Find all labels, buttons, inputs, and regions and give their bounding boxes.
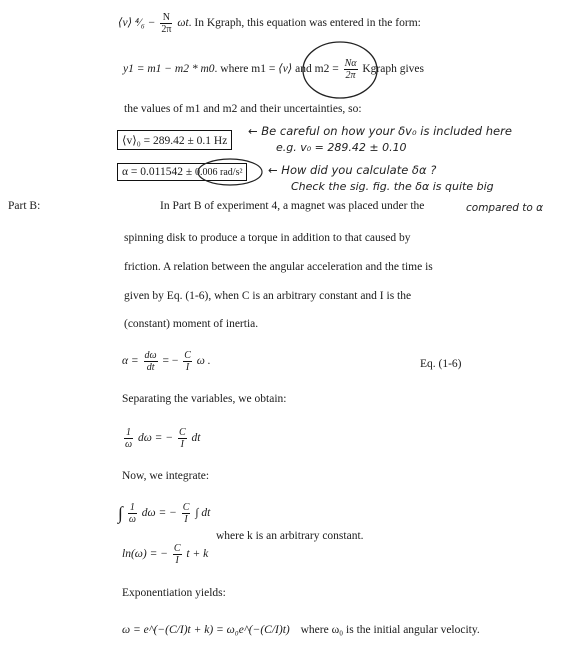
- final-equation-line: [122, 624, 480, 636]
- part-b-paragraph-line-1: In Part B of experiment 4, a magnet was placed under the: [160, 200, 425, 212]
- part-b-paragraph-line-2: spinning disk to produce a torque in addition to that caused by: [124, 232, 411, 244]
- part-b-paragraph-line-3: friction. A relation between the angular acceleration and the time is: [124, 261, 433, 273]
- part-b-label: Part B:: [8, 200, 41, 212]
- handwritten-note-frequency: ← Be careful on how your δv₀ is included here: [248, 124, 512, 138]
- part-b-paragraph-line-5: (constant) moment of inertia.: [124, 318, 259, 330]
- final-equation: ω = e^(−(C/I)t + k) = ω₀e^(−(C/I)t): [122, 624, 290, 636]
- integrate-text: Now, we integrate:: [122, 470, 210, 482]
- exponentiation-text: Exponentiation yields:: [122, 587, 226, 599]
- one-over-omega-fraction: $\frac{1}{\omega}$: [125, 427, 133, 450]
- circled-uncertainty: 0.006 rad/s²: [195, 167, 243, 178]
- domega-dt-fraction: $\frac{d\omega}{dt}$: [144, 350, 157, 373]
- handwritten-note-example: e.g. v₀ = 289.42 ± 0.10: [276, 141, 407, 154]
- result-box-frequency: ⟨v⟩₀ = 289.42 ± 0.1 Hz: [117, 130, 232, 150]
- log-equation: ln(ω) = − $\frac{C}{I}$ t + k: [122, 543, 209, 566]
- scribbled-symbol: ⟨v⟩ ⁴⁄₆ −: [118, 17, 156, 30]
- m2-fraction: $\frac{N\alpha}{2\pi}$: [344, 58, 357, 81]
- kgraph-intro-text: . In Kgraph, this equation was entered in the form:: [188, 17, 421, 30]
- initial-velocity-text: where ω₀ is the initial angular velocity.: [300, 624, 480, 636]
- one-over-omega-fraction-2: $\frac{1}{\omega}$: [128, 502, 136, 525]
- c-over-i-fraction-4: $\frac{C}{I}$: [173, 543, 181, 566]
- equation-1-6: α = $\frac{d\omega}{dt}$ = − $\frac{C}{I}$ ω .: [122, 350, 211, 373]
- handwritten-note-sigfig: Check the sig. fig. the δα is quite big: [291, 180, 494, 193]
- c-over-i-fraction-3: $\frac{C}{I}$: [182, 502, 190, 525]
- uncertainty-sentence: the values of m1 and m2 and their uncertainties, so:: [124, 103, 362, 115]
- part-b-paragraph-line-4: given by Eq. (1-6), when C is an arbitrary constant and I is the: [124, 290, 412, 302]
- handwritten-note-alpha: ← How did you calculate δα ?: [268, 163, 437, 177]
- integral-equation: ∫ $\frac{1}{\omega}$ dω = − $\frac{C}{I}$ ∫ dt: [118, 502, 211, 525]
- circle-annotation-alpha: [196, 156, 266, 188]
- m1-scribble: ⟨v⟩: [278, 63, 293, 76]
- kgraph-equation: y1 = m1 − m2 * m0: [123, 63, 215, 76]
- equation-label: Eq. (1-6): [420, 358, 462, 370]
- arbitrary-constant-text: where k is an arbitrary constant.: [216, 530, 364, 542]
- kgraph-equation-line: y1 = m1 − m2 * m0. where m1 = ⟨v⟩ and m2 = $\frac{N\alpha}{2\pi}$ Kgraph gives: [123, 58, 425, 81]
- c-over-i-fraction: $\frac{C}{I}$: [184, 350, 191, 373]
- kgraph-gives-text: Kgraph gives: [362, 63, 425, 76]
- n-over-2pi-fraction: $\frac{N}{2\pi}$: [161, 12, 172, 35]
- result-box-alpha: α = 0.011542 ± 0.006 rad/s²: [117, 163, 247, 181]
- circle-annotation: [300, 38, 382, 102]
- intro-equation-line: ⟨v⟩ ⁴⁄₆ − $\frac{N}{2\pi}$ ωt. In Kgraph, this equation was entered in the form:: [118, 12, 421, 35]
- separating-text: Separating the variables, we obtain:: [122, 393, 287, 405]
- c-over-i-fraction-2: $\frac{C}{I}$: [178, 427, 186, 450]
- handwritten-note-compared: compared to α: [466, 202, 544, 214]
- separated-equation: $\frac{1}{\omega}$ dω = − $\frac{C}{I}$ dt: [125, 427, 201, 450]
